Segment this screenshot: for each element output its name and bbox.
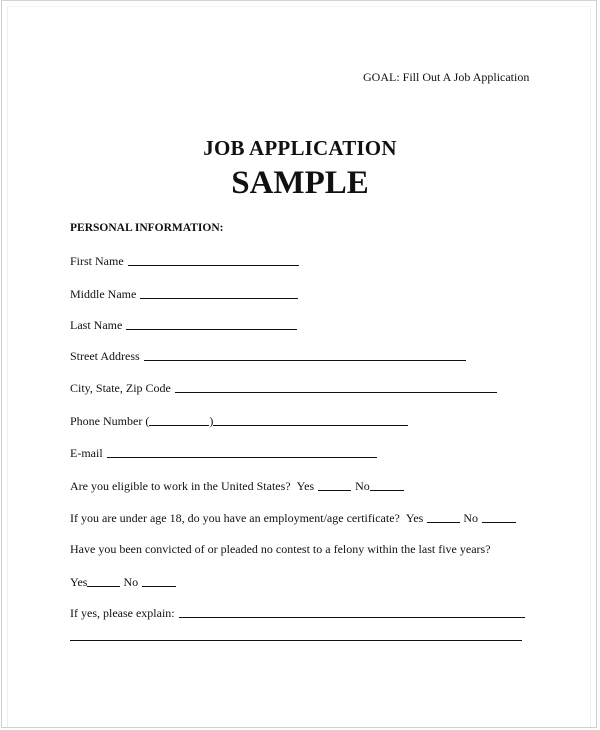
eligible-question-text: Are you eligible to work in the United States?: [70, 479, 291, 493]
middle-name-row: [70, 287, 298, 302]
middle-name-label: Middle Name: [70, 287, 137, 301]
phone-close-paren: ): [209, 414, 214, 428]
street-address-field[interactable]: [144, 359, 466, 361]
email-field[interactable]: [107, 456, 377, 458]
explain-field-line2[interactable]: [70, 639, 522, 641]
explain-field-line1[interactable]: [179, 616, 525, 618]
under18-yes-label: Yes: [405, 511, 424, 525]
eligible-no-label: No: [355, 479, 370, 493]
eligible-question-row: [70, 479, 404, 494]
felony-yes-field[interactable]: [87, 585, 120, 587]
felony-yes-label: Yes: [70, 575, 88, 589]
under18-no-label: No: [463, 511, 478, 525]
explain-label: If yes, please explain:: [70, 606, 175, 620]
felony-answer-row: [70, 575, 176, 590]
section-heading-personal-information: PERSONAL INFORMATION:: [70, 222, 224, 234]
eligible-yes-field[interactable]: [318, 489, 351, 491]
felony-no-label: No: [123, 575, 139, 589]
felony-question-text: Have you been convicted of or pleaded no contest to a felony within the last five years?: [70, 542, 491, 556]
last-name-field[interactable]: [126, 328, 297, 330]
goal-text: GOAL: Fill Out A Job Application: [363, 70, 530, 84]
email-row: [70, 446, 377, 461]
first-name-field[interactable]: [128, 264, 299, 266]
email-label: E-mail: [70, 446, 103, 460]
document-title: JOB APPLICATION: [203, 136, 397, 160]
city-state-zip-field[interactable]: [175, 391, 497, 393]
phone-number-field[interactable]: [213, 424, 408, 426]
street-address-label: Street Address: [70, 349, 140, 363]
last-name-label: Last Name: [70, 318, 123, 332]
explain-continuation-row: [70, 638, 522, 640]
felony-no-field[interactable]: [142, 585, 176, 587]
felony-question-row: [70, 542, 491, 557]
street-address-row: [70, 349, 466, 364]
under18-no-field[interactable]: [482, 521, 516, 523]
city-state-zip-label: City, State, Zip Code: [70, 381, 171, 395]
document-subtitle: SAMPLE: [231, 165, 369, 201]
under18-yes-field[interactable]: [427, 521, 460, 523]
phone-number-row: [70, 414, 408, 429]
eligible-no-field[interactable]: [370, 489, 404, 491]
first-name-label: First Name: [70, 254, 124, 268]
city-state-zip-row: [70, 381, 497, 396]
first-name-row: [70, 254, 299, 269]
last-name-row: [70, 318, 297, 333]
middle-name-field[interactable]: [140, 297, 298, 299]
explain-row: [70, 606, 525, 621]
under18-question-row: [70, 511, 516, 526]
eligible-yes-label: Yes: [296, 479, 315, 493]
phone-number-label: Phone Number (: [70, 414, 150, 428]
under18-question-text: If you are under age 18, do you have an employment/age certificate?: [70, 511, 400, 525]
phone-area-code-field[interactable]: [149, 424, 209, 426]
